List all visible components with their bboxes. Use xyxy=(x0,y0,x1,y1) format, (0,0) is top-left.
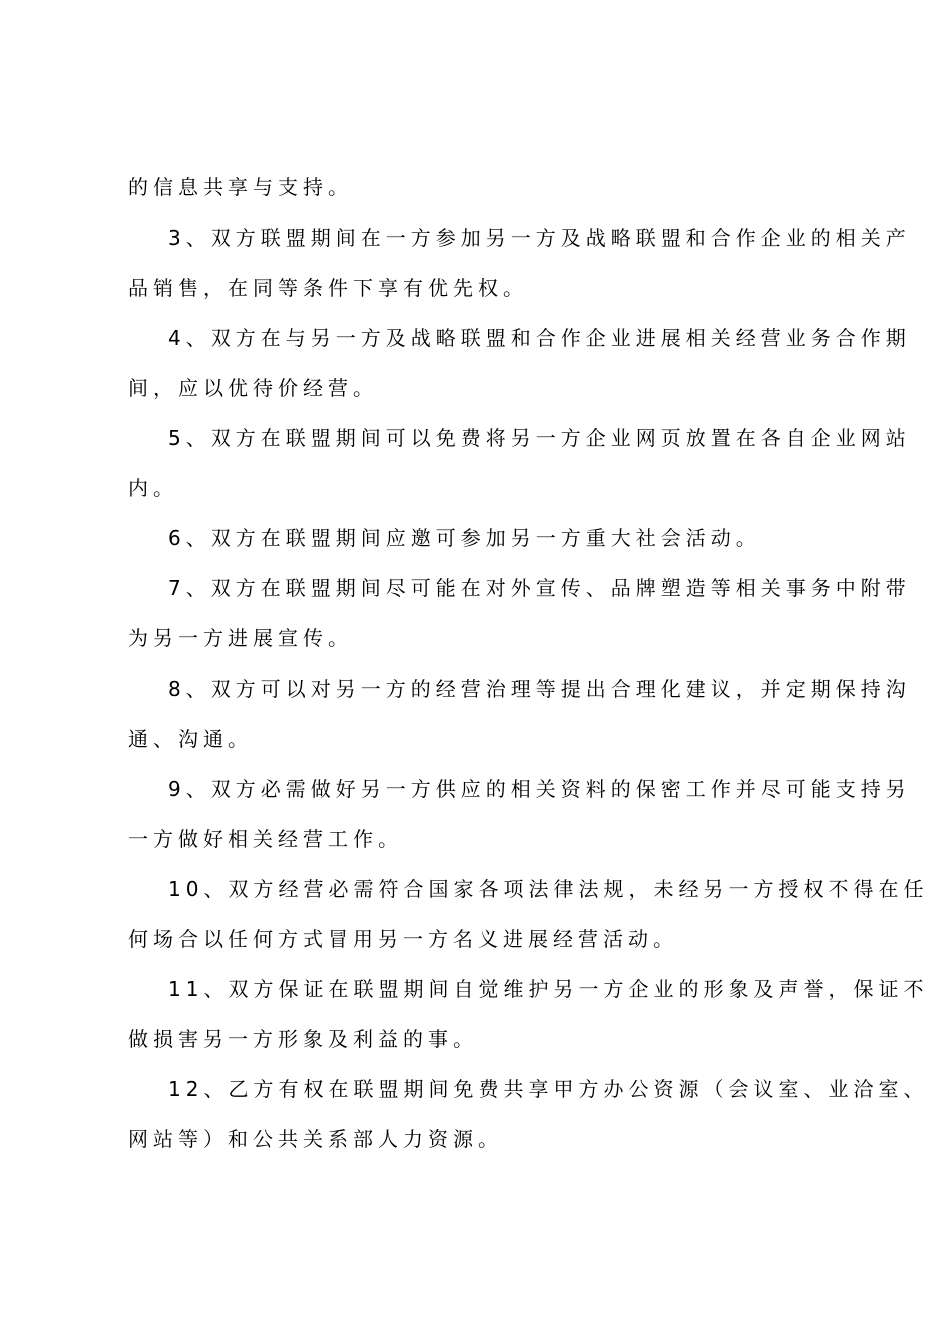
text-line: 品销售，在同等条件下享有优先权。 xyxy=(128,276,528,300)
text-line: 3、双方联盟期间在一方参加另一方及战略联盟和合作企业的相关产 xyxy=(168,226,911,250)
text-line: 10、双方经营必需符合国家各项法律法规，未经另一方授权不得在任 xyxy=(168,877,929,901)
text-line: 的信息共享与支持。 xyxy=(128,175,353,199)
text-line: 6、双方在联盟期间应邀可参加另一方重大社会活动。 xyxy=(168,526,761,550)
text-line: 7、双方在联盟期间尽可能在对外宣传、品牌塑造等相关事务中附带 xyxy=(168,576,911,600)
text-line: 8、双方可以对另一方的经营治理等提出合理化建议，并定期保持沟 xyxy=(168,677,911,701)
text-line: 何场合以任何方式冒用另一方名义进展经营活动。 xyxy=(128,927,678,951)
text-line: 内。 xyxy=(128,476,178,500)
text-line: 9、双方必需做好另一方供应的相关资料的保密工作并尽可能支持另 xyxy=(168,777,911,801)
text-line: 4、双方在与另一方及战略联盟和合作企业进展相关经营业务合作期 xyxy=(168,326,911,350)
text-line: 一方做好相关经营工作。 xyxy=(128,827,403,851)
text-line: 12、乙方有权在联盟期间免费共享甲方办公资源（会议室、业洽室、 xyxy=(168,1077,929,1101)
text-line: 网站等）和公共关系部人力资源。 xyxy=(128,1127,503,1151)
text-line: 做损害另一方形象及利益的事。 xyxy=(128,1027,478,1051)
text-line: 11、双方保证在联盟期间自觉维护另一方企业的形象及声誉，保证不 xyxy=(168,977,929,1001)
text-line: 间，应以优待价经营。 xyxy=(128,376,378,400)
text-line: 为另一方进展宣传。 xyxy=(128,626,353,650)
text-line: 通、沟通。 xyxy=(128,727,253,751)
text-line: 5、双方在联盟期间可以免费将另一方企业网页放置在各自企业网站 xyxy=(168,426,911,450)
